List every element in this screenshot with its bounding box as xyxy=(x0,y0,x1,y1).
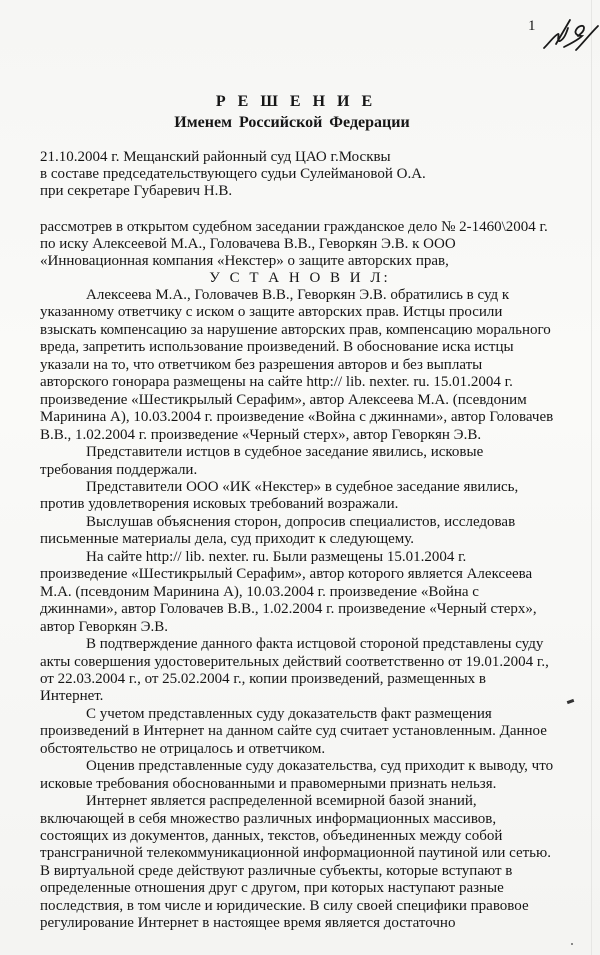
header-line: 21.10.2004 г. Мещанский районный суд ЦАО г.Москвы xyxy=(40,149,391,165)
body-line: произведение «Шестикрылый Серафим», автор которого является Алексеева xyxy=(40,566,533,583)
body-line: В виртуальной среде действуют различные субъекты, которые вступают в xyxy=(40,862,513,879)
body-line: включающей в себя множество различных информационных массивов, xyxy=(40,810,497,827)
intro-line: «Инновационная компания «Некстер» о защите авторских прав, xyxy=(40,253,449,269)
intro-line: рассмотрев в открытом судебном заседании гражданское дело № 2-1460\2004 г. xyxy=(40,219,548,235)
body-line: определенные отношения друг с другом, при которых наступают разные xyxy=(40,880,504,897)
body-line: Представители ООО «ИК «Некстер» в судебное заседание явились, xyxy=(86,478,519,495)
body-line: джиннами», автор Головачев В.В., 1.02.2004 г. произведение «Черный стерх», xyxy=(40,601,537,618)
body-line: указали на то, что ответчиком без разрешения авторов и без выплаты xyxy=(40,356,483,373)
intro-line: по иску Алексеевой М.А., Головачева В.В., Геворкян Э.В. к ООО xyxy=(40,236,456,252)
page-edge xyxy=(591,0,592,955)
body-line: вреда, запретить использование произведений. В обоснование иска истцы xyxy=(40,339,514,356)
margin-mark xyxy=(567,699,575,704)
body-line: обстоятельство не отрицалось и ответчиком. xyxy=(40,740,326,757)
body-line: М.А. (псевдоним Маринина А), 10.03.2004 г. произведение «Война с xyxy=(40,583,479,600)
document-title: Р Е Ш Е Н И Е xyxy=(215,93,377,110)
header-line: в составе председательствующего судьи Сулеймановой О.А. xyxy=(40,166,426,182)
body-line: письменные материалы дела, суд приходит к следующему. xyxy=(40,531,415,548)
body-line: взыскать компенсацию за нарушение авторских прав, компенсацию морального xyxy=(40,321,551,338)
body-line: против удовлетворения исковых требований возражали. xyxy=(40,496,399,513)
document-subtitle: Именем Российской Федерации xyxy=(174,114,410,131)
body-line: автор Геворкян Э.В. xyxy=(40,618,169,635)
page-number: 1 xyxy=(528,18,536,34)
body-line: авторского гонорара размещены на сайте http:// lib. nexter. ru. 15.01.2004 г. xyxy=(40,374,513,391)
established-heading: У С Т А Н О В И Л: xyxy=(209,270,391,286)
handwritten-signature xyxy=(540,14,600,56)
body-line: На сайте http:// lib. nexter. ru. Были размещены 15.01.2004 г. xyxy=(86,548,467,565)
body-line: требования поддержали. xyxy=(40,461,198,478)
body-line: Интернет является распределенной всемирной базой знаний, xyxy=(86,793,477,809)
body-line: регулирование Интернет в настоящее время является достаточно xyxy=(40,915,456,932)
body-line: указанному ответчику с иском о защите авторских прав. Истцы просили xyxy=(40,304,503,321)
body-line: последствия, в том числе и юридические. В силу своей специфики правовое xyxy=(40,897,529,914)
body-line: В подтверждение данного факта истцовой стороной представлены суду xyxy=(86,636,544,652)
body-line: произведений в Интернет на данном сайте суд считает установленным. Данное xyxy=(40,723,547,740)
body-line: трансграничной телекоммуникационной информационной паутиной или сетью. xyxy=(40,845,551,862)
body-line: от 22.03.2004 г., от 25.02.2004 г., копии произведений, размещенных в xyxy=(40,670,486,687)
body-line: Маринина А), 10.03.2004 г. произведение «Война с джиннами», автор Головачев xyxy=(40,409,554,426)
body-line: С учетом представленных суду доказательств факт размещения xyxy=(86,705,492,722)
body-line: Интернет. xyxy=(40,688,104,705)
body-line: Оценив представленные суду доказательства, суд приходит к выводу, что xyxy=(86,758,554,775)
body-line: В.В., 1.02.2004 г. произведение «Черный стерх», автор Геворкян Э.В. xyxy=(40,426,482,443)
body-line: произведение «Шестикрылый Серафим», автор Алексеева М.А. (псевдоним xyxy=(40,391,527,408)
body-line: Представители истцов в судебное заседание явились, исковые xyxy=(86,444,484,460)
body-line: Выслушав объяснения сторон, допросив специалистов, исследовав xyxy=(86,513,516,530)
body-line: исковые требования обоснованными и правомерными признать нельзя. xyxy=(40,775,497,792)
header-line: при секретаре Губаревич Н.В. xyxy=(40,183,233,199)
body-line: состоящих из документов, данных, текстов, объединенных между собой xyxy=(40,827,503,844)
scan-speck xyxy=(571,943,573,945)
body-line: Алексеева М.А., Головачев В.В., Геворкян Э.В. обратились в суд к xyxy=(86,287,510,303)
body-line: акты совершения удостоверительных действий соответственно от 19.01.2004 г., xyxy=(40,653,549,670)
